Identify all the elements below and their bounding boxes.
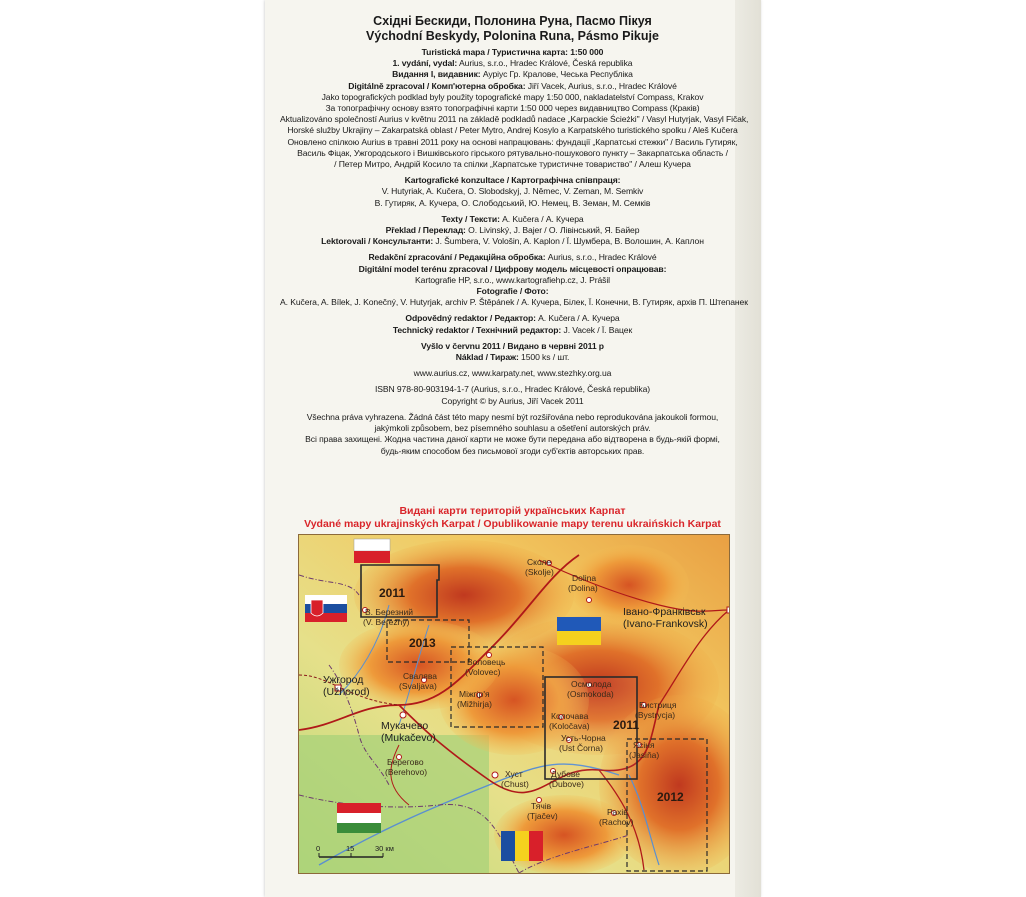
colophon-line: Jako topografických podklad byly použity topografické mapy 1:50 000, nakladatelství Compass, Krakov — [321, 91, 704, 102]
flag-hungary — [337, 803, 381, 833]
label-ustcorna-2: (Ust Čorna) — [559, 743, 603, 753]
label-jasina-1: Ясіня — [633, 740, 655, 750]
scale-15: 15 — [346, 844, 355, 853]
town-dolina — [587, 598, 592, 603]
scale-0: 0 — [316, 844, 321, 853]
editing-line: A. Kučera, A. Bílek, J. Konečný, V. Hutyrjak, archiv P. Štěpánek / А. Кучера, Білек, Ї. Конечни, В. Гутиряк, архів П. Штепанек — [280, 297, 748, 308]
map-title-cs-pl: Vydané mapy ukrajinských Karpat / Opublikowanie mapy terenu ukraińskich Karpat — [304, 518, 721, 530]
texts-block — [280, 214, 745, 248]
label-mizhirja-1: Міжгір'я — [459, 689, 490, 699]
rights-line: Všechna práva vyhrazena. Žádná část této mapy nesmí být rozšiřována nebo reprodukována jakoukoli formou, — [306, 411, 719, 422]
flag-poland — [354, 539, 390, 563]
label-uzhorod-2: (Užhorod) — [323, 686, 370, 698]
texts-line: Překlad / Переклад: O. Livinský, J. Bajer / О. Лівінський, Я. Байер — [385, 225, 640, 236]
label-ivano-2: (Ivano-Frankovsk) — [623, 618, 708, 630]
consult-line: V. Hutyriak, A. Kučera, O. Slobodskyj, J. Němec, V. Zeman, M. Semkiv — [381, 186, 644, 197]
flag-ukraine — [557, 617, 601, 645]
redaktor-line: Odpovědný redaktor / Редактор: A. Kučera / А. Кучера — [405, 313, 620, 324]
label-rachov-1: Рахів — [607, 807, 628, 817]
colophon-line: Horské služby Ukrajiny – Zakarpatská oblast / Peter Mytro, Andrej Kosylo a Karpatského turistického spolku / Aleš Kučera — [287, 125, 738, 136]
colophon-line: Digitálně zpracoval / Комп'ютерна обробка: Jiří Vacek, Aurius, s.r.o., Hradec Králové — [348, 80, 677, 91]
town-chust — [492, 772, 498, 778]
consultation-block — [280, 175, 745, 209]
label-skole-2: (Skolje) — [525, 567, 554, 577]
label-bystrycja-2: (Bystrycja) — [635, 710, 676, 720]
colophon-column — [280, 14, 749, 457]
label-dolina-1: Dolina — [572, 573, 597, 583]
label-berehovo-1: Берегово — [387, 757, 424, 767]
label-chust-2: (Chust) — [501, 779, 529, 789]
map-title-uk: Видані карти територій українських Карпат — [399, 505, 626, 517]
town-ivano-frankivsk — [727, 607, 729, 613]
overview-map — [298, 534, 730, 874]
editing-line: Digitální model terénu zpracoval / Цифрову модель місцевості опрацював: — [358, 263, 667, 274]
release-block — [280, 341, 745, 363]
isbn: ISBN 978-80-903194-1-7 (Aurius, s.r.o., Hradec Králové, Česká republika) — [374, 384, 651, 395]
colophon-line: Оновлено спілкою Aurius в травні 2011 року на основі напрацювань: фундації „Карпатські стежки" / Василь Гутиряк, — [287, 136, 738, 147]
redaktor-block — [280, 313, 745, 335]
label-svaljava-1: Свалява — [403, 671, 437, 681]
rights-line: jakýmkoli způsobem, bez písemného souhlasu a ošetření autorských práv. — [374, 423, 651, 434]
title-ukrainian: Східні Бескиди, Полонина Руна, Пасмо Пікуя — [373, 14, 652, 28]
redaktor-line: Technický redaktor / Технічний редактор: J. Vacek / Ї. Вацек — [392, 324, 633, 335]
label-volovec-2: (Volovec) — [465, 667, 501, 677]
label-svaljava-2: (Svaljava) — [399, 681, 437, 691]
release-line: Vyšlo v červnu 2011 / Видано в червні 2011 р — [421, 340, 604, 351]
label-tjacev-1: Тячів — [531, 801, 552, 811]
label-bystrycja-1: Бистриця — [639, 700, 677, 710]
editing-line: Fotografie / Фото: — [476, 286, 549, 297]
label-volovec-1: Воловець — [467, 657, 506, 667]
label-berehovo-2: (Berehovo) — [385, 767, 428, 777]
texts-line: Texty / Тексти: A. Kučera / А. Кучера — [441, 213, 584, 224]
label-rachov-2: (Rachov) — [599, 817, 634, 827]
label-berezny-1: В. Березний — [365, 607, 414, 617]
websites: www.aurius.cz, www.karpaty.net, www.stezhky.org.ua — [413, 368, 612, 379]
editing-line: Kartografie HP, s.r.o., www.kartografiehp.cz, J. Prášil — [415, 274, 610, 285]
colophon-line: / Петер Митро, Андрій Косило та спілки „Карпатське туристичне товариство" / Алеш Кучера — [334, 159, 691, 170]
town-mukacevo — [400, 712, 406, 718]
release-line: Náklad / Тираж: 1500 ks / шт. — [455, 352, 570, 363]
label-mizhirja-2: (Mižhirja) — [457, 699, 492, 709]
colophon-line: Василь Фіцак, Ужгородського і Вишківського гірського рятувально-пошукового пункту – Закарпатська область / — [297, 147, 728, 158]
colophon-block — [280, 47, 749, 170]
label-chust-1: Хуст — [505, 769, 523, 779]
label-dubove-1: Дубове — [551, 769, 581, 779]
flag-slovakia — [305, 595, 347, 622]
rights-line: будь-яким способом без письмової згоди суб'єктів авторських прав. — [380, 445, 645, 456]
label-berezny-2: (V. Berezny) — [363, 617, 410, 627]
year-label-2013: 2013 — [409, 636, 436, 650]
rights-line: Всі права захищені. Жодна частина даної карти не може бути передана або відтворена в будь-якій формі, — [305, 434, 720, 445]
scale-30: 30 км — [375, 844, 394, 853]
label-dubove-2: (Dubove) — [549, 779, 584, 789]
year-label-east: 2011 — [613, 718, 640, 732]
label-uzhorod-1: Ужгород — [323, 674, 364, 686]
label-osmoloda-1: Осмолода — [571, 679, 612, 689]
label-skole-1: Сколе — [527, 557, 552, 567]
label-mukacevo-1: Мукачево — [381, 720, 429, 732]
rights-block — [280, 412, 745, 457]
label-tjacev-2: (Tjačev) — [527, 811, 558, 821]
label-jasina-2: (Jasiňa) — [629, 750, 660, 760]
flag-romania — [501, 831, 543, 861]
year-label-2012: 2012 — [657, 790, 684, 804]
label-ivano-1: Івано-Франківськ — [623, 606, 706, 618]
map-title-block — [280, 505, 745, 531]
label-kolocava-1: Колочава — [551, 711, 589, 721]
copyright: Copyright © by Aurius, Jiří Vacek 2011 — [441, 395, 584, 406]
colophon-line: 1. vydání, vydal: Aurius, s.r.o., Hradec Králové, Česká republika — [392, 58, 633, 69]
colophon-line: За топографічну основу взято топографічні карти 1:50 000 через видавництво Compass (Краків) — [325, 103, 700, 114]
editing-block — [280, 252, 748, 308]
year-label-west: 2011 — [379, 586, 406, 600]
label-osmoloda-2: (Osmokoda) — [567, 689, 614, 699]
label-ustcorna-1: Усть-Чорна — [561, 733, 606, 743]
consult-line: В. Гутиряк, А. Кучера, О. Слободський, Ю. Немец, В. Земан, М. Семків — [374, 197, 651, 208]
label-mukacevo-2: (Mukačevo) — [381, 732, 436, 744]
colophon-line: Aktualizováno společností Aurius v květnu 2011 na základě podkladů nadace „Karpackie Ścieżki" / Vasyl Hutyrjak, Vasyl Fičak, — [280, 114, 749, 125]
texts-line: Lektorovali / Консультанти: J. Šumbera, V. Vološin, A. Kaplon / Ї. Шумбера, В. Волошин, А. Каплон — [321, 236, 704, 247]
colophon-line: Turistická mapa / Туристична карта: 1:50 000 — [421, 47, 604, 57]
title-czech: Východní Beskydy, Polonina Runa, Pásmo Pikuje — [366, 29, 659, 43]
label-kolocava-2: (Koločava) — [549, 721, 590, 731]
colophon-line: Видання І, видавник: Ауріус Гр. Кралове, Чеська Республіка — [392, 69, 633, 80]
overview-map-svg — [299, 535, 729, 873]
editing-line: Redakční zpracování / Редакційна обробка: Aurius, s.r.o., Hradec Králové — [368, 252, 657, 263]
label-dolina-2: (Dolina) — [568, 583, 598, 593]
consult-line: Kartografické konzultace / Картографічна співпраця: — [404, 175, 621, 186]
